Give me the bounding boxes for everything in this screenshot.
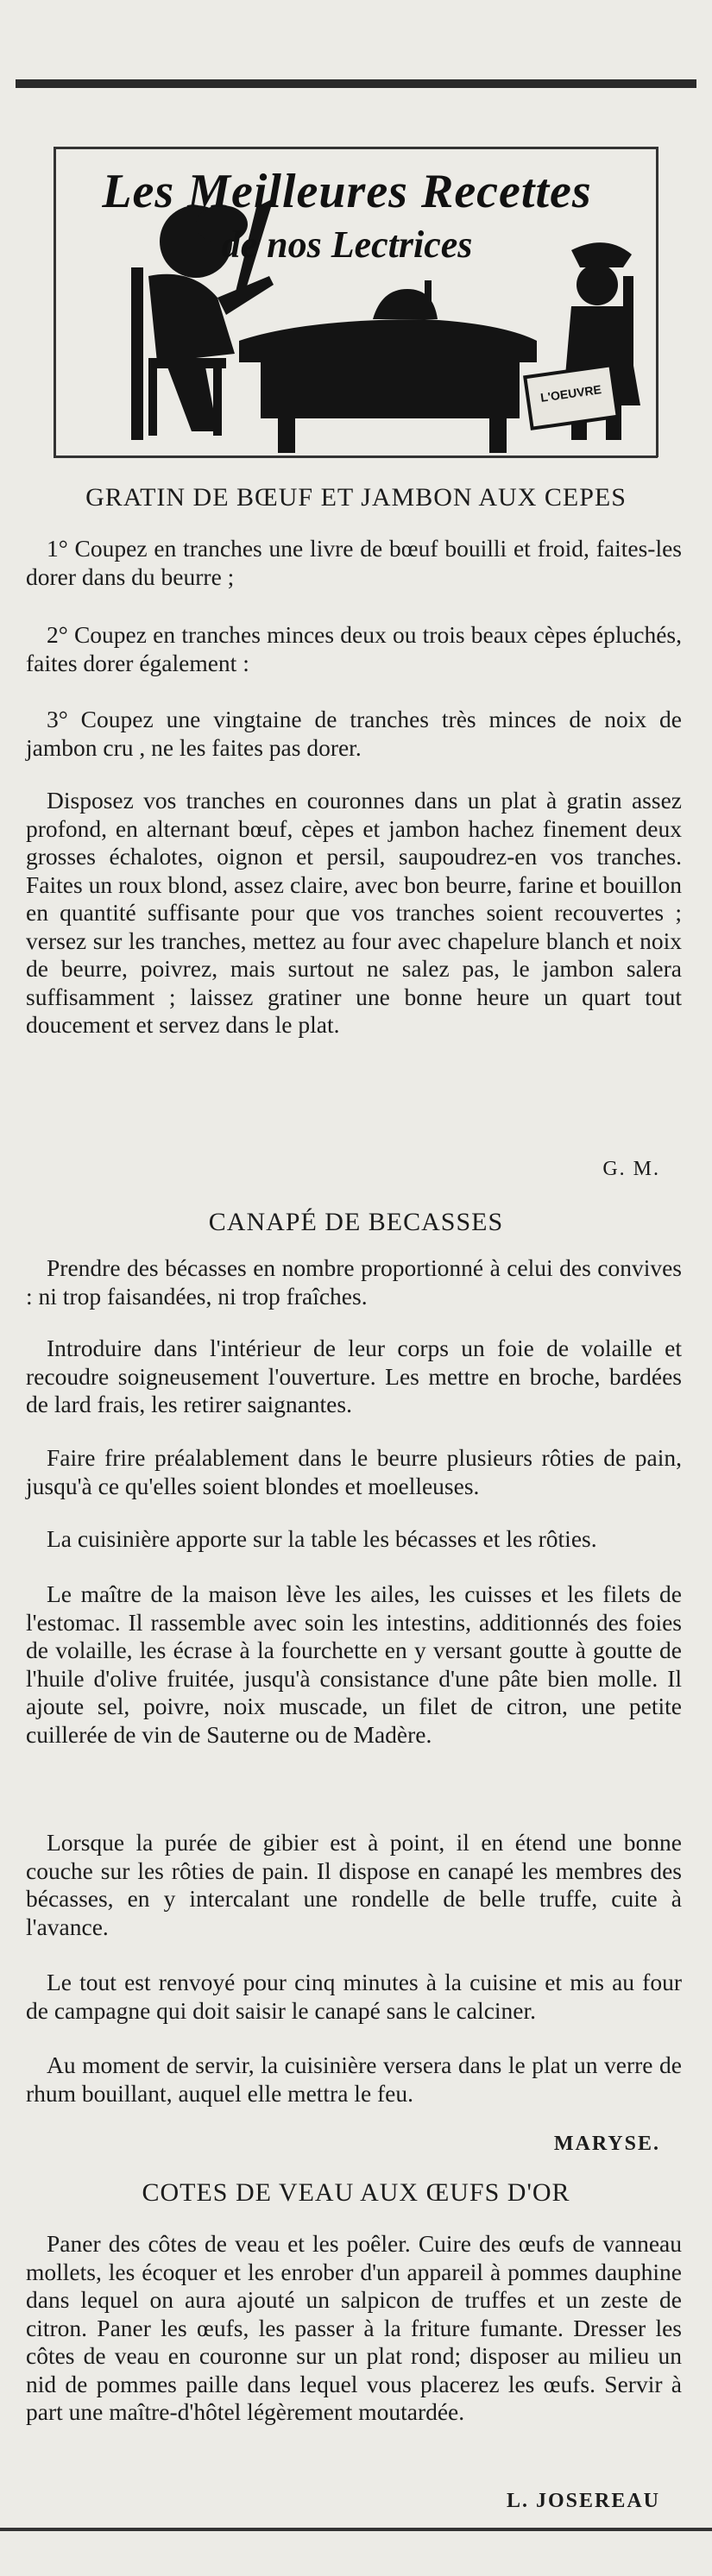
recipe-paragraph: 2° Coupez en tranches minces deux ou trois beaux cèpes épluchés, faites dorer également : [26,621,682,676]
recipe-paragraph: Paner des côtes de veau et les poêler. Cuire des œufs de vanneau mollets, les écoquer et les enrober d'un appareil à pommes dauphine dans lequel on aura ajouté un salpicon de truffes et un zeste de citron. Paner les œufs, les passer à la friture fumante. Dresser les côtes de veau en couronne sur un plat rond; disposer au milieu un nid de pommes paille dans lequel vous placerez les œufs. Servir à part une maître-d'hôtel légèrement moutardée. [26,2230,682,2425]
recipe-paragraph: Introduire dans l'intérieur de leur corps un foie de volaille et recoudre soigneusement l'ouverture. Les mettre en broche, bardées de lard frais, les retirer saignantes. [26,1335,682,1417]
recipe-author: MARYSE. [553,2133,660,2155]
top-rule [16,79,696,88]
recipe-author: G. M. [602,1158,660,1180]
sign-text: L'OEUVRE [539,382,602,405]
banner-subtitle: de nos Lectrices [221,223,473,266]
recipe-title: GRATIN DE BŒUF ET JAMBON AUX CEPES [85,483,627,512]
recipe-paragraph: Le maître de la maison lève les ailes, les cuisses et les filets de l'estomac. Il rassemble avec soin les intestins, additionnés des foies de volaille, les écrase à la fourchette en y versant goutte à goutte de l'huile d'olive fruitée, jusqu'à consistance d'une pâte bien molle. Il ajoute sel, poivre, noix muscade, un filet de citron, une petite cuillerée de vin de Sauterne ou de Madère. [26,1580,682,1748]
recipe-paragraph: 1° Coupez en tranches une livre de bœuf bouilli et froid, faites-les dorer dans du beurre ; [26,535,682,590]
bottom-rule [0,2528,712,2531]
recipe-paragraph: Lorsque la purée de gibier est à point, il en étend une bonne couche sur les rôties de pain. Il dispose en canapé les membres des bécasses, en y intercalant une rondelle de belle truffe, cuite à l'avance. [26,1829,682,1940]
recipe-paragraph: 3° Coupez une vingtaine de tranches très minces de noix de jambon cru , ne les faites pas dorer. [26,706,682,761]
recipe-paragraph: Prendre des bécasses en nombre proportionné à celui des convives : ni trop faisandées, ni trop fraîches. [26,1254,682,1310]
desk-silhouette [239,280,537,453]
recipe-paragraph: Disposez vos tranches en couronnes dans un plat à gratin assez profond, en alternant bœuf, cèpes et jambon hachez finement deux grosses échalotes, oignon et persil, saupoudrez-en vos tranches. Faites un roux blond, assez claire, avec bon beurre, farine et bouillon en quantité suffisante pour que vos tranches soient recouvertes ; versez sur les tranches, mettez au four avec chapelure blanch et noix de beurre, poivrez, mais surtout ne salez pas, le jambon salera suffisamment ; laissez gratiner une bonne heure un quart tout doucement et servez dans le plat. [26,787,682,1038]
recipe-title: CANAPÉ DE BECASSES [208,1208,504,1236]
banner [19,147,675,466]
recipe-author: L. JOSEREAU [506,2490,660,2512]
recipe-title: COTES DE VEAU AUX ŒUFS D'OR [142,2178,570,2207]
recipe-paragraph: Faire frire préalablement dans le beurre plusieurs rôties de pain, jusqu'à ce qu'elles soient blondes et moelleuses. [26,1444,682,1499]
recipe-paragraph: Au moment de servir, la cuisinière versera dans le plat un verre de rhum bouillant, auquel elle mettra le feu. [26,2051,682,2107]
recipe-paragraph: La cuisinière apporte sur la table les bécasses et les rôties. [47,1525,597,1552]
banner-title: Les Meilleures Recettes [102,165,592,218]
recipe-paragraph: Le tout est renvoyé pour cinq minutes à la cuisine et mis au four de campagne qui doit saisir le canapé sans le calciner. [26,1969,682,2024]
